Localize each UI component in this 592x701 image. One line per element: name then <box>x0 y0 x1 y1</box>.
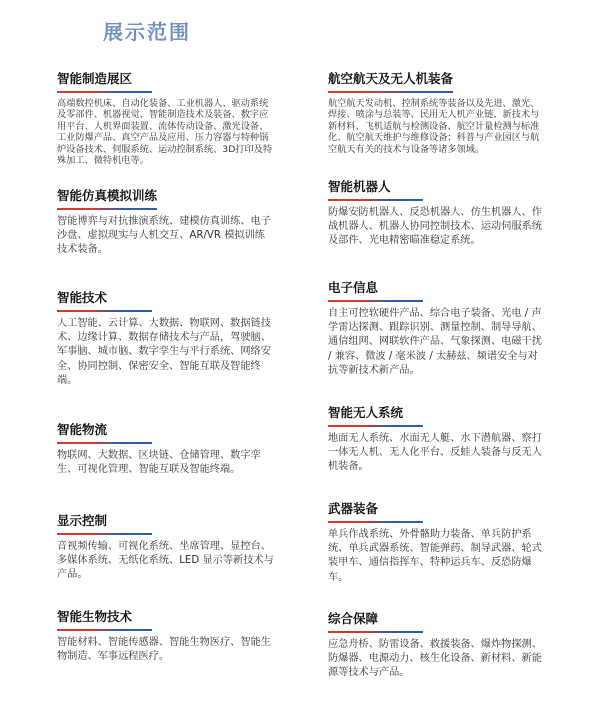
category-electronic-information <box>328 277 546 378</box>
category-title: 智能物流 <box>57 420 152 444</box>
category-description: 地面无人系统、水面无人艇、水下潜航器、察打一体无人机、无人化平台、反蛙人装备与反无人机装备。 <box>328 433 542 473</box>
category-description: 智能材料、智能传感器、智能生物医疗、智能生物制造、军事远程医疗。 <box>57 637 271 663</box>
category-description: 航空航天发动机、控制系统等装备以及先进、激光、焊接、喷涂与总装等、民用无人机产业链、新技术与新材料、飞机适航与检测设备、航空计量检测与标准化、航空航天维护与维修设备；科普与产业园区与航空航天有关的技术与设备等诸多领域。 <box>328 98 540 155</box>
category-title: 智能机器人 <box>328 177 423 201</box>
category-intelligent-robots <box>328 176 546 249</box>
category-intelligent-technology <box>57 287 275 388</box>
category-intelligent-manufacturing <box>57 68 275 166</box>
page-title: 展示范围 <box>103 20 191 44</box>
category-description: 自主可控软硬件产品、综合电子装备、光电 / 声学雷达探测、跟踪识别、测量控制、制导导航、通信组网、网联软件产品、气象探测、电磁干扰 / 兼容、微波 / 毫米波 / 太赫兹、频谱安全与对抗等新技术新产品。 <box>328 308 542 376</box>
category-bio-technology <box>57 606 275 664</box>
category-description: 智能博弈与对抗推演系统、建模仿真训练、电子沙盘、虚拟现实与人机交互、AR/VR 模拟训练技术装备。 <box>57 216 271 256</box>
category-display-control <box>57 510 275 583</box>
category-title: 显示控制 <box>57 511 152 535</box>
category-intelligent-logistics <box>57 419 275 477</box>
category-weapon-equipment <box>328 498 546 585</box>
category-description: 物联网、大数据、区块链、仓储管理、数字孪生、可视化管理、智能互联及智能终端。 <box>57 450 261 476</box>
category-title: 航空航天及无人机装备 <box>328 69 453 93</box>
category-title: 武器装备 <box>328 499 423 523</box>
category-title: 智能制造展区 <box>57 69 152 93</box>
category-title: 综合保障 <box>328 609 423 633</box>
category-title: 电子信息 <box>328 278 423 302</box>
category-description: 人工智能、云计算、大数据、物联网、数据链技术、边缘计算、数据存储技术与产品，驾驶脑、军事脑、城市脑、数字孪生与平行系统、网络安全、协同控制、保密安全、智能互联及智能终端。 <box>57 318 271 386</box>
category-title: 智能技术 <box>57 288 152 312</box>
category-title: 智能生物技术 <box>57 607 152 631</box>
category-description: 单兵作战系统、外骨骼助力装备、单兵防护系统、单兵武器系统、智能弹药、制导武器、轮式装甲车、通信指挥车、特种运兵车、反恐防爆车。 <box>328 529 542 583</box>
category-simulation-training <box>57 185 275 258</box>
category-description: 高端数控机床、自动化装备、工业机器人、驱动系统及零部件、机器视觉、智能制造技术及装备、数字应用平台、人机界面装置、流体传动设备、激光设备、工业防爆产品、真空产品及应用、压力容器与特种锅炉设备技术、伺服系统、运动控制系统、3D打印及特殊加工、微特机电等。 <box>57 98 273 167</box>
category-unmanned-systems <box>328 402 546 475</box>
category-title: 智能仿真模拟训练 <box>57 186 157 210</box>
category-description: 音视频传输、可视化系统、坐席管理、显控台、多媒体系统、无纸化系统、LED 显示等新技术与产品。 <box>57 541 274 581</box>
category-description: 防爆安防机器人、反恐机器人、仿生机器人、作战机器人、机器人协同控制技术、运动伺服系统及部件、光电精密瞄准稳定系统。 <box>328 207 542 247</box>
category-comprehensive-support <box>328 608 546 681</box>
category-description: 应急舟桥、防雷设备、救援装备、爆炸物探测、防爆器、电源动力、核生化设备、新材料、新能源等技术与产品。 <box>328 639 542 679</box>
category-title: 智能无人系统 <box>328 403 423 427</box>
category-aerospace-uav <box>328 68 546 155</box>
